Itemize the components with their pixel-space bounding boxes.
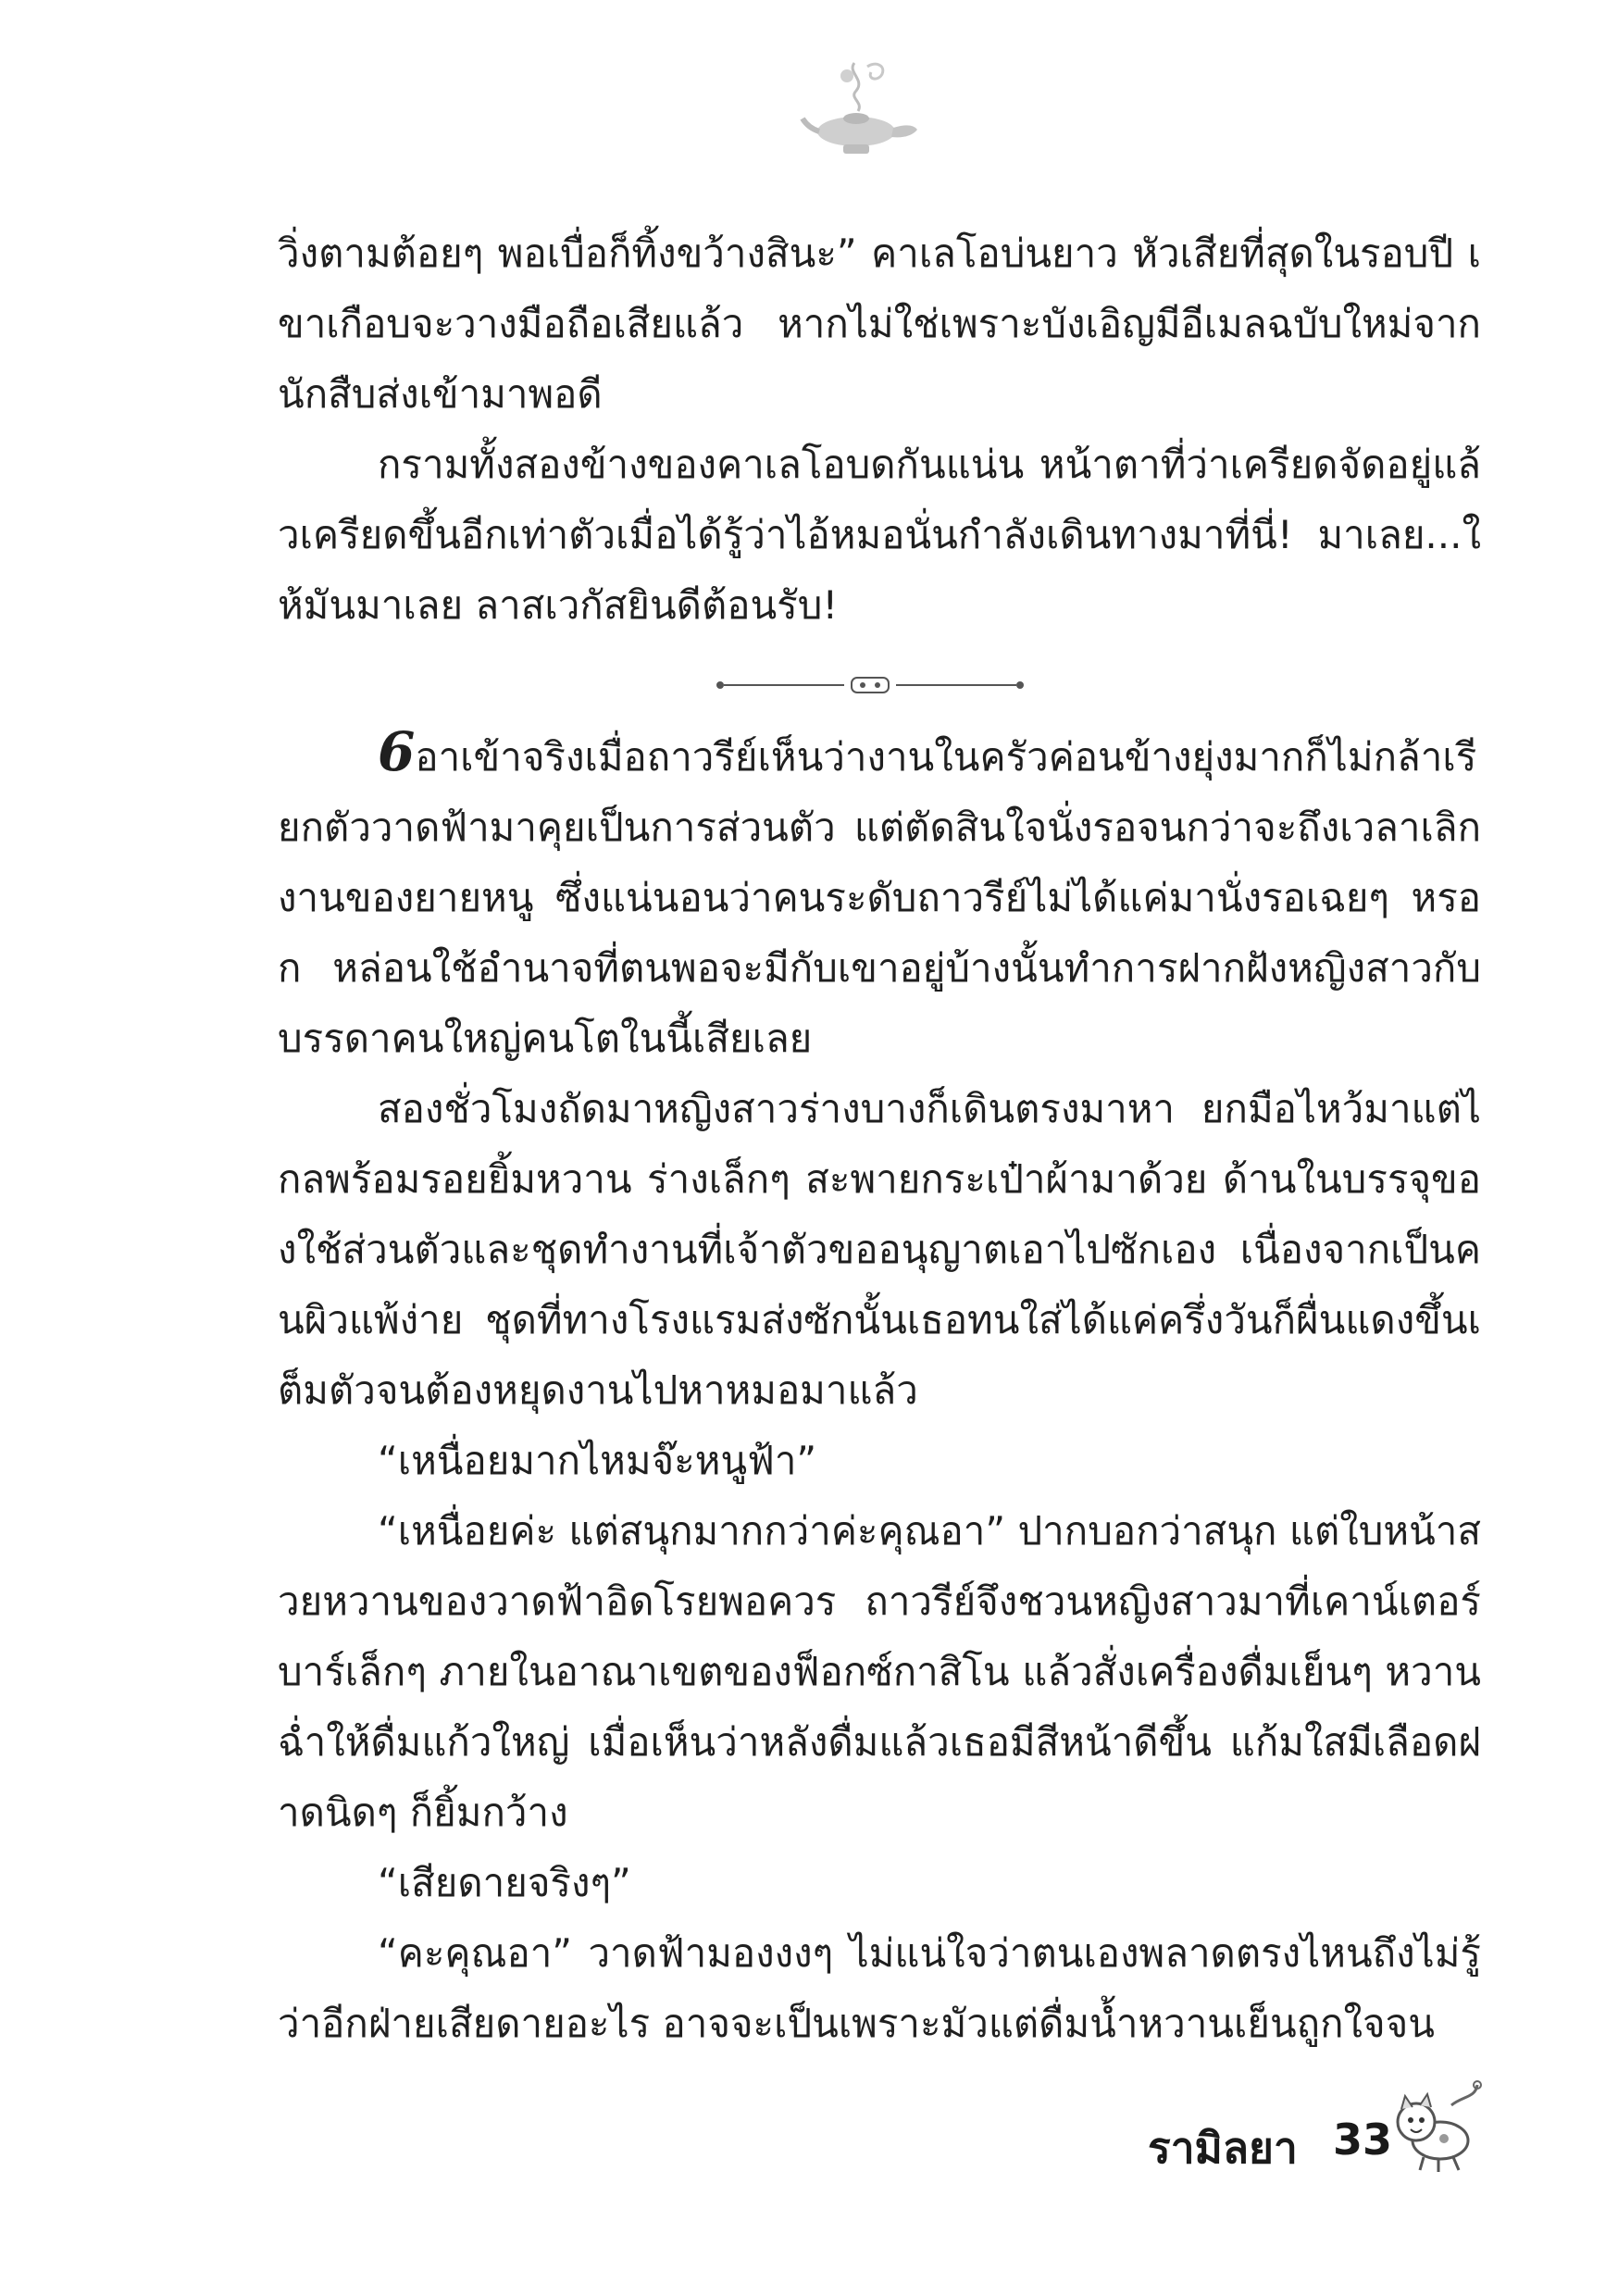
- paragraph-dropcap: [278, 722, 1481, 1074]
- paragraph: “เหนื่อยค่ะ แต่สนุกมากกว่าค่ะคุณอา” ปากบอกว่าสนุก แต่ใบหน้าสวยหวานของวาดฟ้าอิดโรยพอควร ถาวรีย์จึงชวนหญิงสาวมาที่เคาน์เตอร์บาร์เล็กๆ ภายในอาณาเขตของฟ็อกซ์กาสิโน แล้วสั่งเครื่องดื่มเย็นๆ หวานฉ่ำให้ดื่มแก้วใหญ่ เมื่อเห็นว่าหลังดื่มแล้วเธอมีสีหน้าดีขึ้น แก้มใสมีเลือดฝาดนิดๆ ก็ยิ้มกว้าง: [278, 1508, 1481, 1835]
- paragraph-text: อาเข้าจริงเมื่อถาวรีย์เห็นว่างานในครัวค่อนข้างยุ่งมากก็ไม่กล้าเรียกตัววาดฟ้ามาคุยเป็นการส่วนตัว แต่ตัดสินใจนั่งรอจนกว่าจะถึงเวลาเลิกงานของยายหนู ซึ่งแน่นอนว่าคนระดับถาวรีย์ไม่ได้แค่มานั่งรอเฉยๆ หรอก หล่อนใช้อำนาจที่ตนพอจะมีกับเขาอยู่บ้างนั้นทำการฝากฝังหญิงสาวกับบรรดาคนใหญ่คนโตในนี้เสียเลย: [278, 734, 1481, 1061]
- paragraph: “คะคุณอา” วาดฟ้ามองงงๆ ไม่แน่ใจว่าตนเองพลาดตรงไหนถึงไม่รู้ว่าอีกฝ่ายเสียดายอะไร อาจจะเป็นเพราะมัวแต่ดื่มน้ำหวานเย็นถูกใจจน: [278, 1930, 1481, 2046]
- dialogue-line: “เสียดายจริงๆ”: [378, 1860, 631, 1905]
- genie-lamp-icon: [782, 54, 930, 165]
- dropcap: 6: [378, 720, 416, 783]
- page-number: 33: [1333, 2115, 1393, 2165]
- ornament-divider-icon: [713, 671, 1027, 699]
- text-block-bottom: [278, 722, 1481, 2059]
- text-block-top: [278, 218, 1481, 641]
- dialogue-line: “เหนื่อยมากไหมจ๊ะหนูฟ้า”: [378, 1438, 817, 1483]
- paragraph: กรามทั้งสองข้างของคาเลโอบดกันแน่น หน้าตาที่ว่าเครียดจัดอยู่แล้วเครียดขึ้นอีกเท่าตัวเมื่อได้รู้ว่าไอ้หมอนั่นกำลังเดินทางมาที่นี่! มาเลย...ให้มันมาเลย ลาสเวกัสยินดีต้อนรับ!: [278, 442, 1481, 628]
- page-footer: [1148, 2100, 1537, 2202]
- paragraph: สองชั่วโมงถัดมาหญิงสาวร่างบางก็เดินตรงมาหา ยกมือไหว้มาแต่ไกลพร้อมรอยยิ้มหวาน ร่างเล็กๆ สะพายกระเป๋าผ้ามาด้วย ด้านในบรรจุของใช้ส่วนตัวและชุดทำงานที่เจ้าตัวขออนุญาตเอาไปซักเอง เนื่องจากเป็นคนผิวแพ้ง่าย ชุดที่ทางโรงแรมส่งซักนั้นเธอทนใส่ได้แค่ครึ่งวันก็ผื่นแดงขึ้นเต็มตัวจนต้องหยุดงานไปหาหมอมาแล้ว: [278, 1086, 1481, 1413]
- paragraph: วิ่งตามต้อยๆ พอเบื่อก็ทิ้งขว้างสินะ” คาเลโอบ่นยาว หัวเสียที่สุดในรอบปี เขาเกือบจะวางมือถือเสียแล้ว หากไม่ใช่เพราะบังเอิญมีอีเมลฉบับใหม่จากนักสืบส่งเข้ามาพอดี: [278, 231, 1481, 417]
- book-title: รามิลยา: [1148, 2123, 1298, 2173]
- cartoon-cat-icon: [1387, 2078, 1488, 2179]
